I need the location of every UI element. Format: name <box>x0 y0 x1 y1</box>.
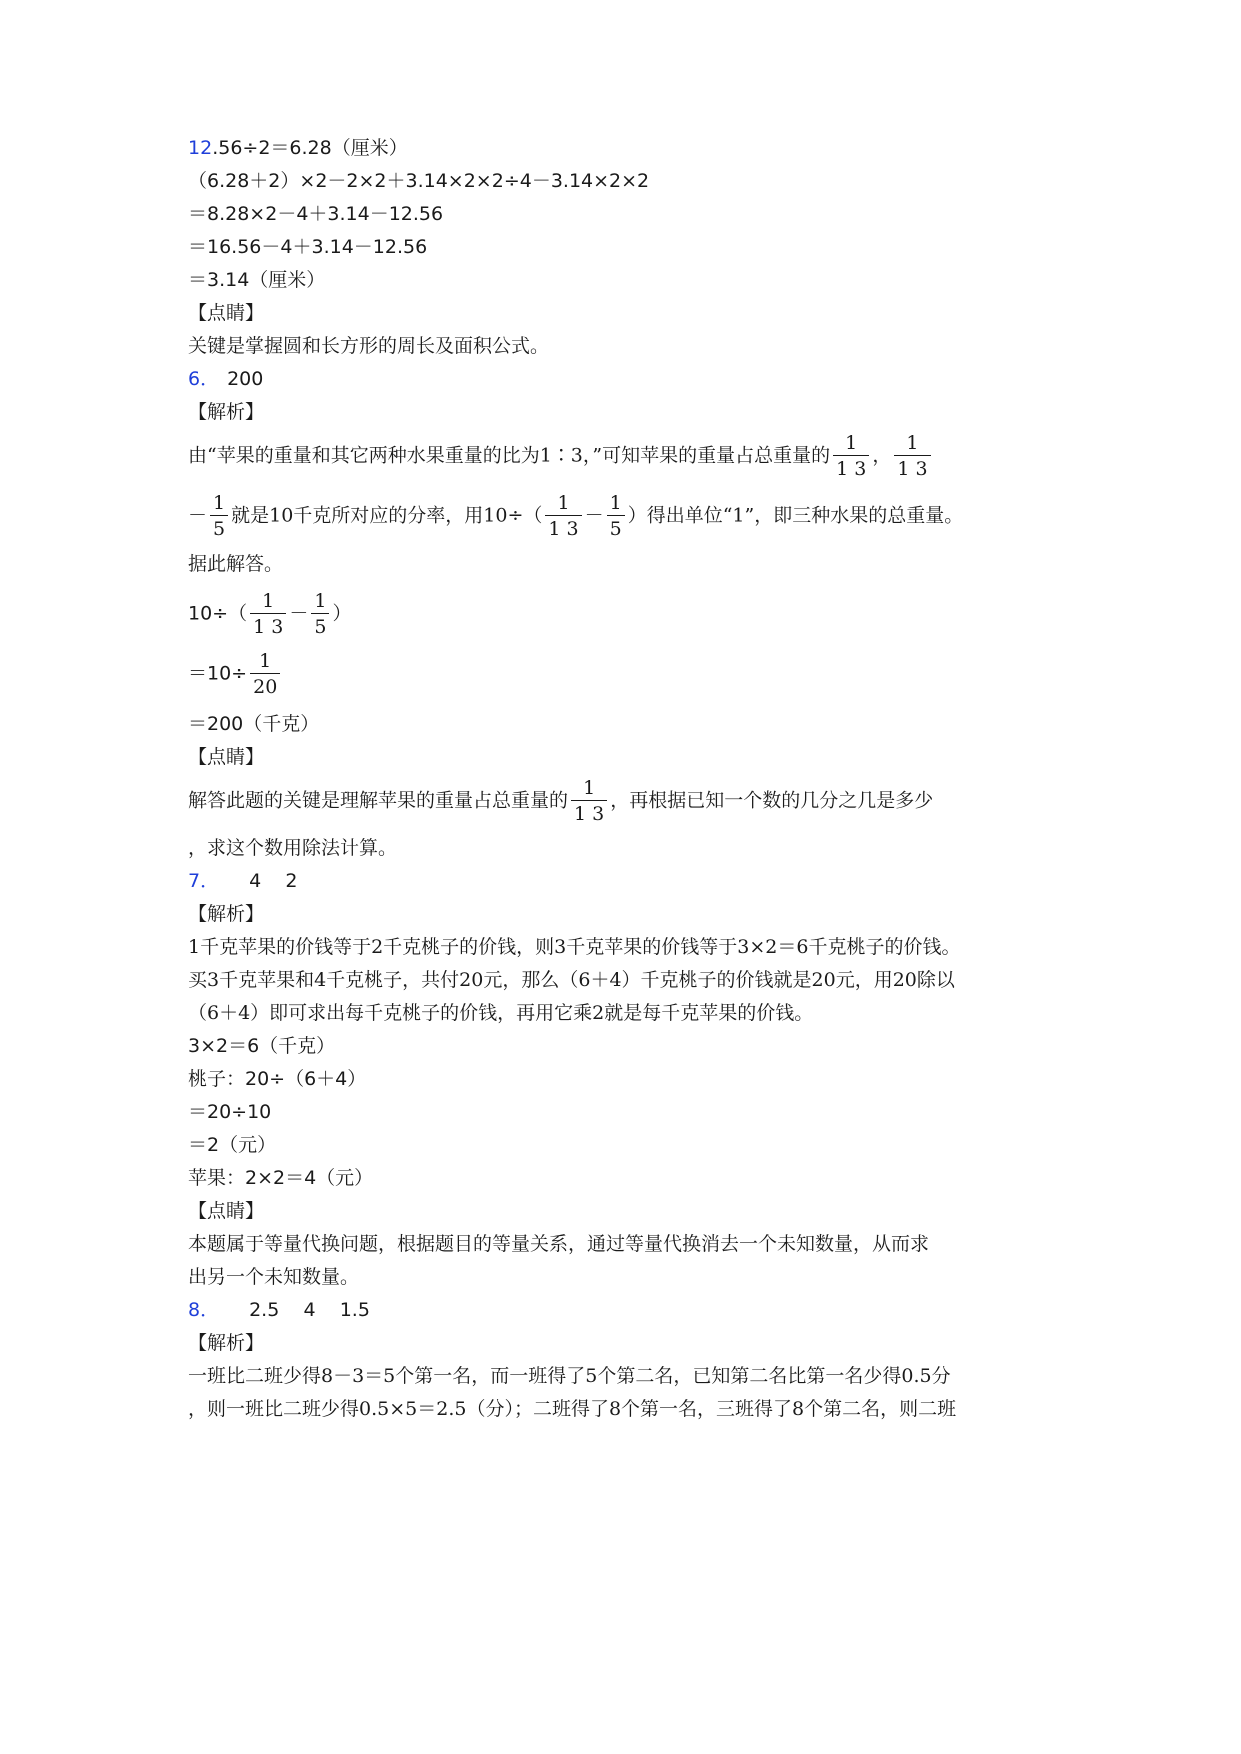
fraction: $\frac{1}{20}$ <box>250 650 280 699</box>
analysis-heading: 【解析】 <box>188 401 265 423</box>
q5-line-3: ＝8.28×2－4＋3.14－12.56 <box>188 203 444 225</box>
q7-calc-line-4: ＝2（元） <box>188 1134 277 1156</box>
tip-text: 关键是掌握圆和长方形的周长及面积公式。 <box>188 335 550 357</box>
q7-tip-line-2: 出另一个未知数量。 <box>188 1266 360 1288</box>
answer: 200 <box>227 368 264 390</box>
q6-analysis-line-1: 由“苹果的重量和其它两种水果重量的比为1∶3，”可知苹果的重量占总重量的 $\frac{1}{1 3}$ ， $\frac{1}{1 3}$ <box>188 432 934 481</box>
question-number: 7． <box>188 870 220 892</box>
q6-calc-line-1: 10÷（ $\frac{1}{1 3}$ － $\frac{1}{5}$ ） <box>188 590 352 638</box>
q5-line-1: 12.56÷2＝6.28（厘米） <box>188 137 408 159</box>
q8-analysis-line-2: ，则一班比二班少得0.5×5＝2.5（分）；二班得了8个第一名，三班得了8个第二名，则二班 <box>188 1398 957 1420</box>
q6-analysis-line-2: － $\frac{1}{5}$ 就是10千克所对应的分率，用10÷（ $\frac{1}{1 3}$ － $\frac{1}{5}$ ）得出单位“1”，即三种水果的总重量。 <box>188 492 964 540</box>
q7-tip-line-1: 本题属于等量代换问题，根据题目的等量关系，通过等量代换消去一个未知数量，从而求 <box>188 1233 930 1255</box>
q7-calc-line-5: 苹果：2×2＝4（元） <box>188 1167 374 1189</box>
fraction: $\frac{1}{5}$ <box>311 590 329 639</box>
tip-heading: 【点睛】 <box>188 746 265 768</box>
fraction: $\frac{1}{1 3}$ <box>894 432 930 481</box>
question-number: 12 <box>188 137 213 159</box>
q5-line-4: ＝16.56－4＋3.14－12.56 <box>188 236 428 258</box>
answer: 4 2 <box>249 870 298 892</box>
fraction: $\frac{1}{1 3}$ <box>571 777 607 826</box>
fraction: $\frac{1}{5}$ <box>210 492 228 541</box>
fraction: $\frac{1}{5}$ <box>607 492 625 541</box>
q7-analysis-line-3: （6＋4）即可求出每千克桃子的价钱，再用它乘2就是每千克苹果的价钱。 <box>188 1002 814 1024</box>
tip-heading: 【点睛】 <box>188 302 265 324</box>
q7-analysis-line-2: 买3千克苹果和4千克桃子，共付20元，那么（6＋4）千克桃子的价钱就是20元，用20除以 <box>188 969 955 991</box>
q7-analysis-line-1: 1千克苹果的价钱等于2千克桃子的价钱，则3千克苹果的价钱等于3×2＝6千克桃子的价钱。 <box>188 936 961 958</box>
answer: 2.5 4 1.5 <box>249 1299 370 1321</box>
fraction: $\frac{1}{1 3}$ <box>250 590 286 639</box>
q6-calc-line-3: ＝200（千克） <box>188 713 320 735</box>
q7-header <box>188 868 297 894</box>
q6-header <box>188 366 263 392</box>
question-number: 6． <box>188 368 220 390</box>
q6-tip-line-2: ，求这个数用除法计算。 <box>188 837 398 859</box>
tip-heading: 【点睛】 <box>188 1200 265 1222</box>
fraction: $\frac{1}{1 3}$ <box>833 432 869 481</box>
q7-calc-line-2: 桃子：20÷（6＋4） <box>188 1068 367 1090</box>
q6-calc-line-2: ＝10÷ $\frac{1}{20}$ <box>188 650 283 699</box>
q8-analysis-line-1: 一班比二班少得8－3＝5个第一名，而一班得了5个第二名，已知第二名比第一名少得0.5分 <box>188 1365 951 1387</box>
q5-line-2: （6.28＋2）×2－2×2＋3.14×2×2÷4－3.14×2×2 <box>188 170 650 192</box>
q8-header <box>188 1297 370 1323</box>
q7-calc-line-1: 3×2＝6（千克） <box>188 1035 336 1057</box>
q6-analysis-line-3: 据此解答。 <box>188 553 284 575</box>
analysis-heading: 【解析】 <box>188 903 265 925</box>
fraction: $\frac{1}{1 3}$ <box>545 492 581 541</box>
q5-line-5: ＝3.14（厘米） <box>188 269 326 291</box>
analysis-heading: 【解析】 <box>188 1332 265 1354</box>
q7-calc-line-3: ＝20÷10 <box>188 1101 272 1123</box>
q6-tip-line-1: 解答此题的关键是理解苹果的重量占总重量的 $\frac{1}{1 3}$ ，再根据已知一个数的几分之几是多少 <box>188 777 934 825</box>
question-number: 8． <box>188 1299 220 1321</box>
